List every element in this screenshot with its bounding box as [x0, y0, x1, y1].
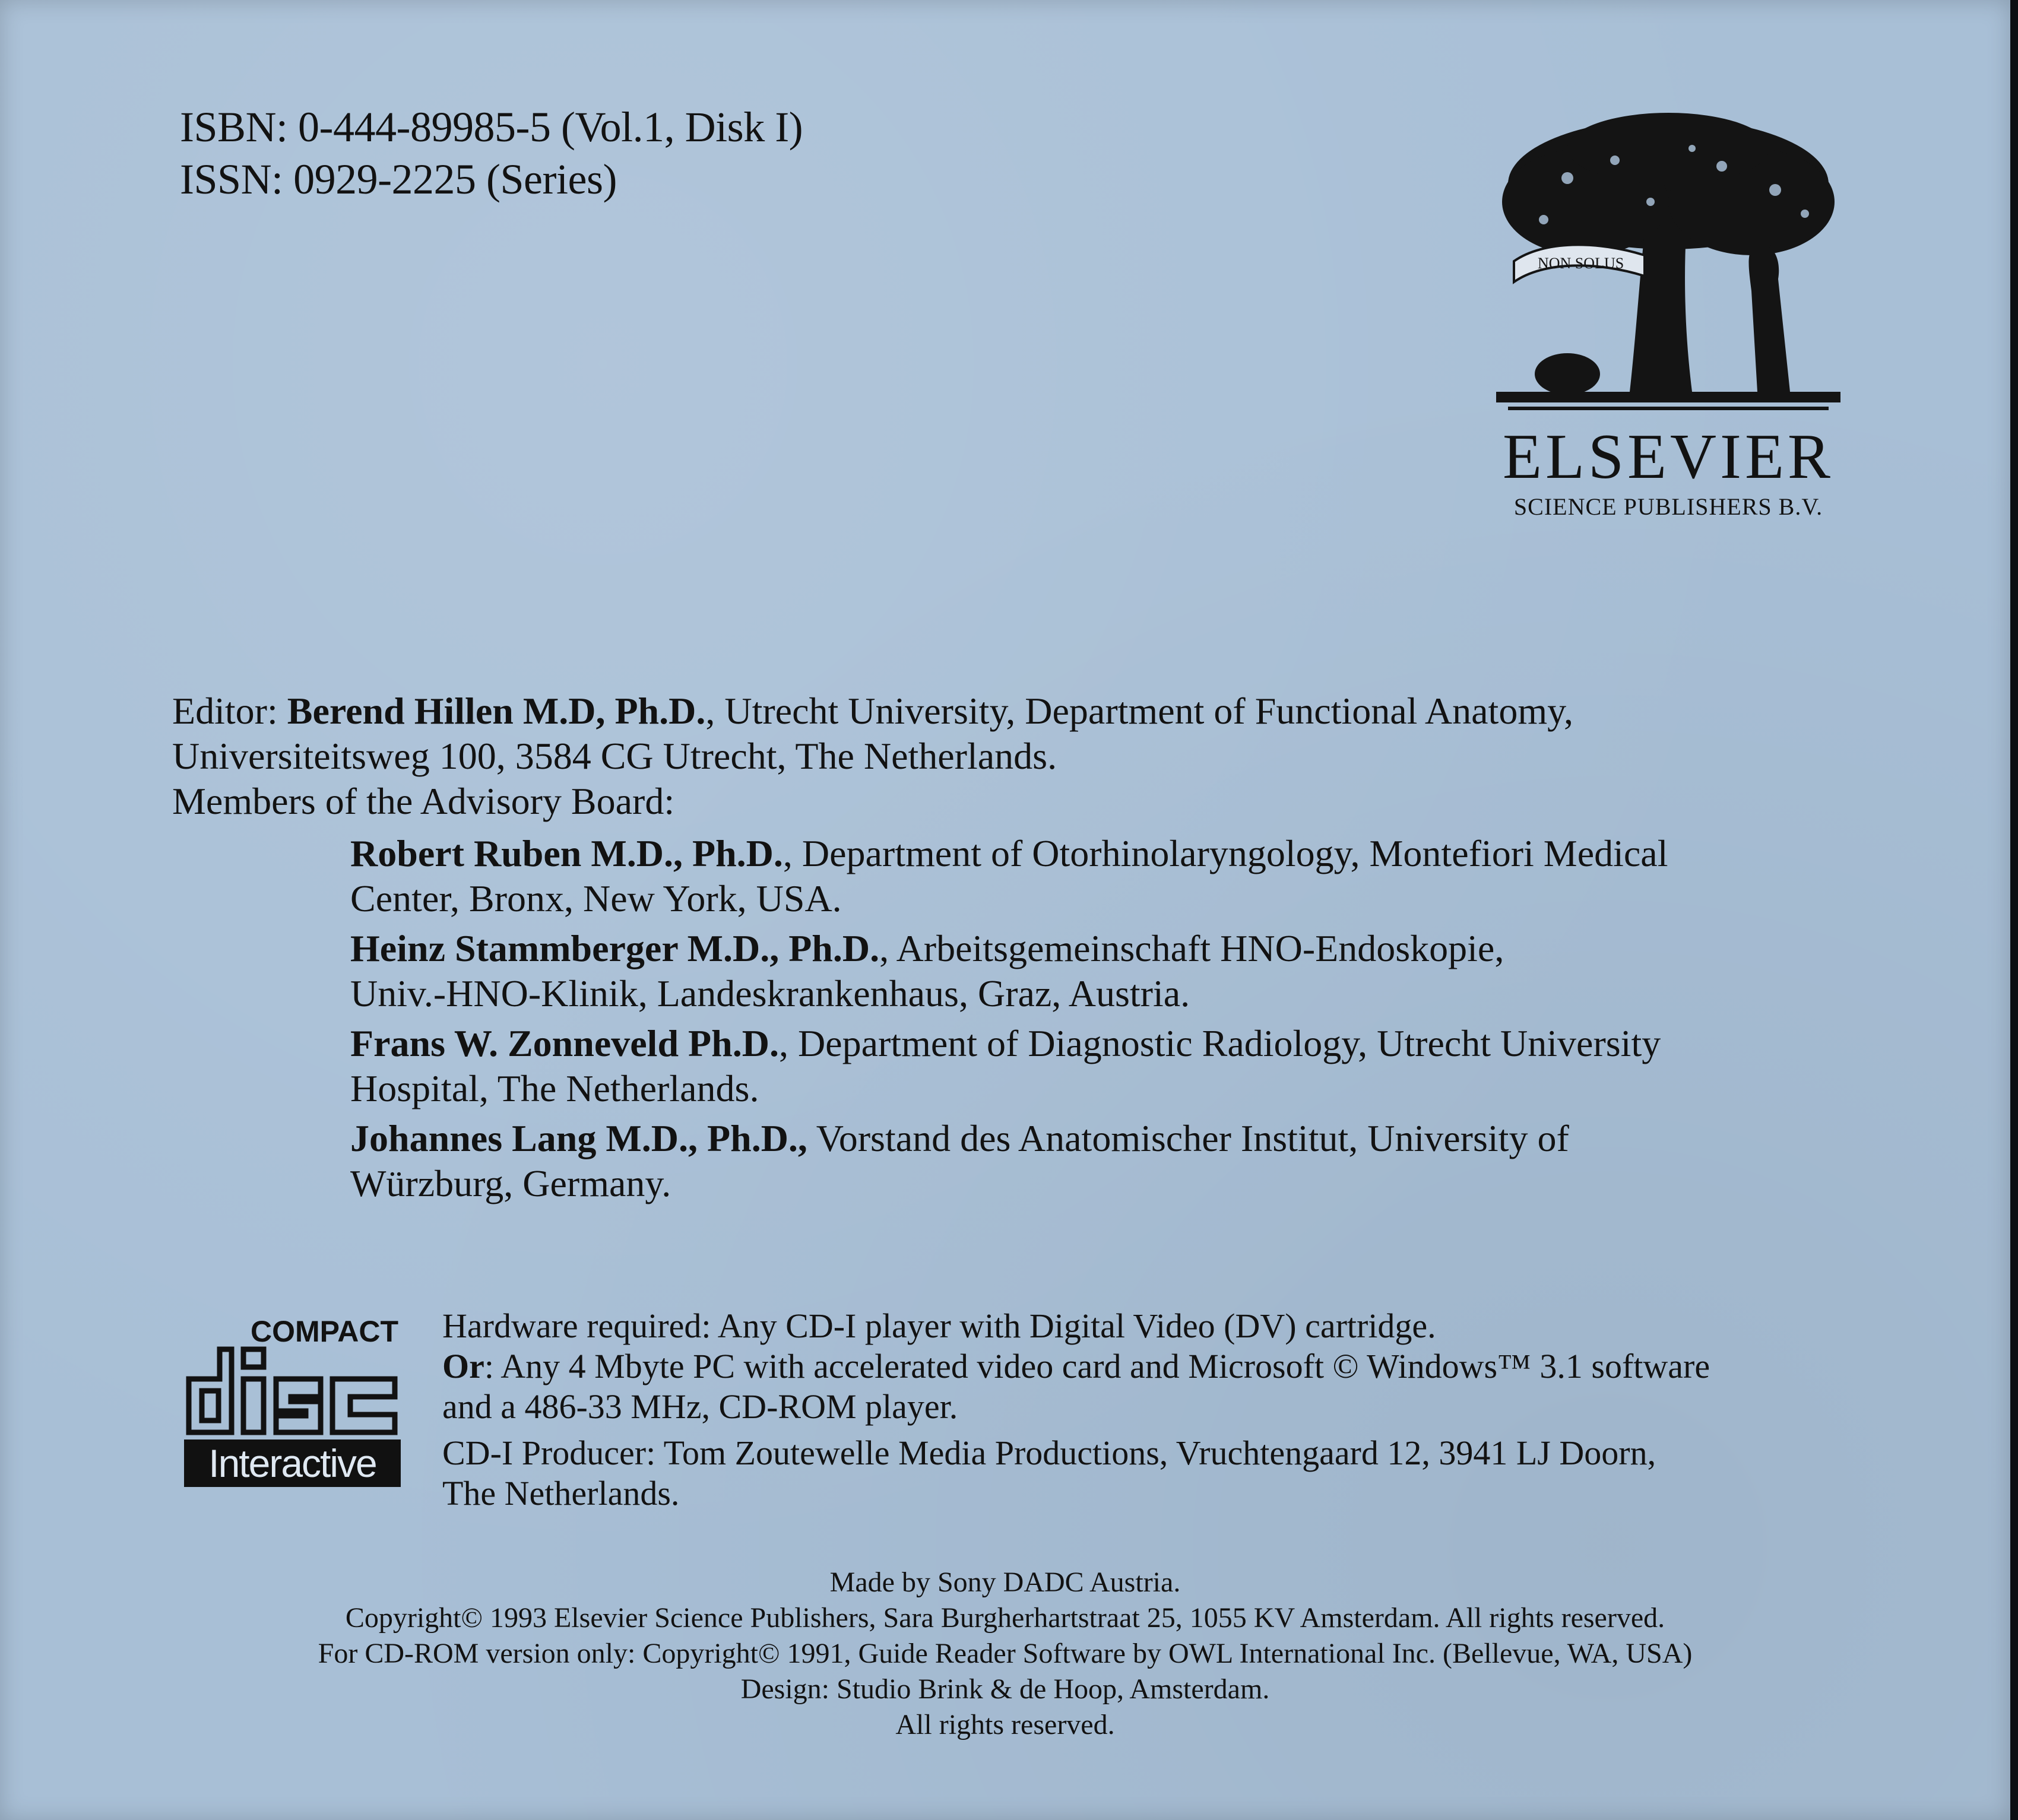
member-affiliation: Vorstand des Anatomischer Institut, University of	[807, 1117, 1569, 1159]
publisher-subtitle: SCIENCE PUBLISHERS B.V.	[1513, 493, 1823, 520]
footer-copyright: Copyright© 1993 Elsevier Science Publishers, Sara Burgherhartstraat 25, 1055 KV Amsterdam. All rights reserved.	[345, 1602, 1665, 1634]
hardware-alternative	[442, 1346, 1710, 1387]
member-name: Johannes Lang M.D., Ph.D.,	[350, 1117, 807, 1159]
member-affiliation: , Arbeitsgemeinschaft HNO-Endoskopie,	[879, 927, 1504, 969]
editor-line	[172, 689, 1573, 734]
cdi-interactive-label: Interactive	[184, 1439, 401, 1487]
advisory-member-2	[350, 926, 1504, 971]
member-affiliation: , Department of Diagnostic Radiology, Utrecht University	[778, 1022, 1661, 1064]
advisory-member-1	[350, 831, 1668, 876]
compact-disc-interactive-icon	[184, 1315, 401, 1487]
issn-line: ISSN: 0929-2225 (Series)	[180, 156, 617, 203]
footer-made-by: Made by Sony DADC Austria.	[829, 1567, 1181, 1598]
advisory-member-3-line2: Hospital, The Netherlands.	[350, 1067, 759, 1109]
footer-design: Design: Studio Brink & de Hoop, Amsterdam.	[740, 1673, 1270, 1705]
cdi-producer: CD-I Producer: Tom Zoutewelle Media Productions, Vruchtengaard 12, 3941 LJ Doorn,	[442, 1434, 1656, 1472]
cdi-disc-word: disc	[184, 1337, 185, 1338]
elsevier-tree-icon	[1496, 113, 1840, 421]
advisory-member-1-line2: Center, Bronx, New York, USA.	[350, 877, 842, 919]
hardware-alternative-cont: and a 486-33 MHz, CD-ROM player.	[442, 1387, 958, 1426]
editor-name: Berend Hillen M.D, Ph.D.	[287, 690, 706, 732]
isbn-line: ISBN: 0-444-89985-5 (Vol.1, Disk I)	[180, 103, 803, 151]
advisory-member-3	[350, 1021, 1661, 1066]
member-name: Heinz Stammberger M.D., Ph.D.	[350, 927, 880, 969]
member-name: Robert Ruben M.D., Ph.D.	[350, 832, 783, 874]
member-name: Frans W. Zonneveld Ph.D.	[350, 1022, 779, 1064]
publisher-logo	[1484, 113, 1852, 528]
cdi-disc-wordmark	[184, 1337, 401, 1438]
editor-affiliation: , Utrecht University, Department of Functional Anatomy,	[705, 690, 1573, 732]
member-affiliation: , Department of Otorhinolaryngology, Montefiori Medical	[783, 832, 1668, 874]
footer-cdrom-copyright: For CD-ROM version only: Copyright© 1991, Guide Reader Software by OWL International Inc. (Bellevue, WA, USA)	[318, 1638, 1693, 1669]
editor-label: Editor:	[172, 690, 278, 732]
logo-motto: NON SOLUS	[1538, 255, 1624, 272]
footer-rights: All rights reserved.	[895, 1709, 1115, 1740]
hardware-alternative-text: : Any 4 Mbyte PC with accelerated video card and Microsoft © Windows™ 3.1 software	[484, 1347, 1710, 1385]
hardware-required: Hardware required: Any CD-I player with Digital Video (DV) cartridge.	[442, 1307, 1436, 1345]
publisher-name: ELSEVIER	[1503, 421, 1834, 492]
cdi-compact-label: COMPACT	[251, 1315, 399, 1348]
advisory-member-2-line2: Univ.-HNO-Klinik, Landeskrankenhaus, Graz, Austria.	[350, 972, 1190, 1014]
advisory-board-heading: Members of the Advisory Board:	[172, 780, 675, 822]
advisory-member-4	[350, 1116, 1569, 1161]
editor-address: Universiteitsweg 100, 3584 CG Utrecht, The Netherlands.	[172, 735, 1057, 777]
advisory-member-4-line2: Würzburg, Germany.	[350, 1162, 671, 1204]
or-label: Or	[442, 1347, 484, 1385]
cdi-producer-cont: The Netherlands.	[442, 1474, 680, 1513]
